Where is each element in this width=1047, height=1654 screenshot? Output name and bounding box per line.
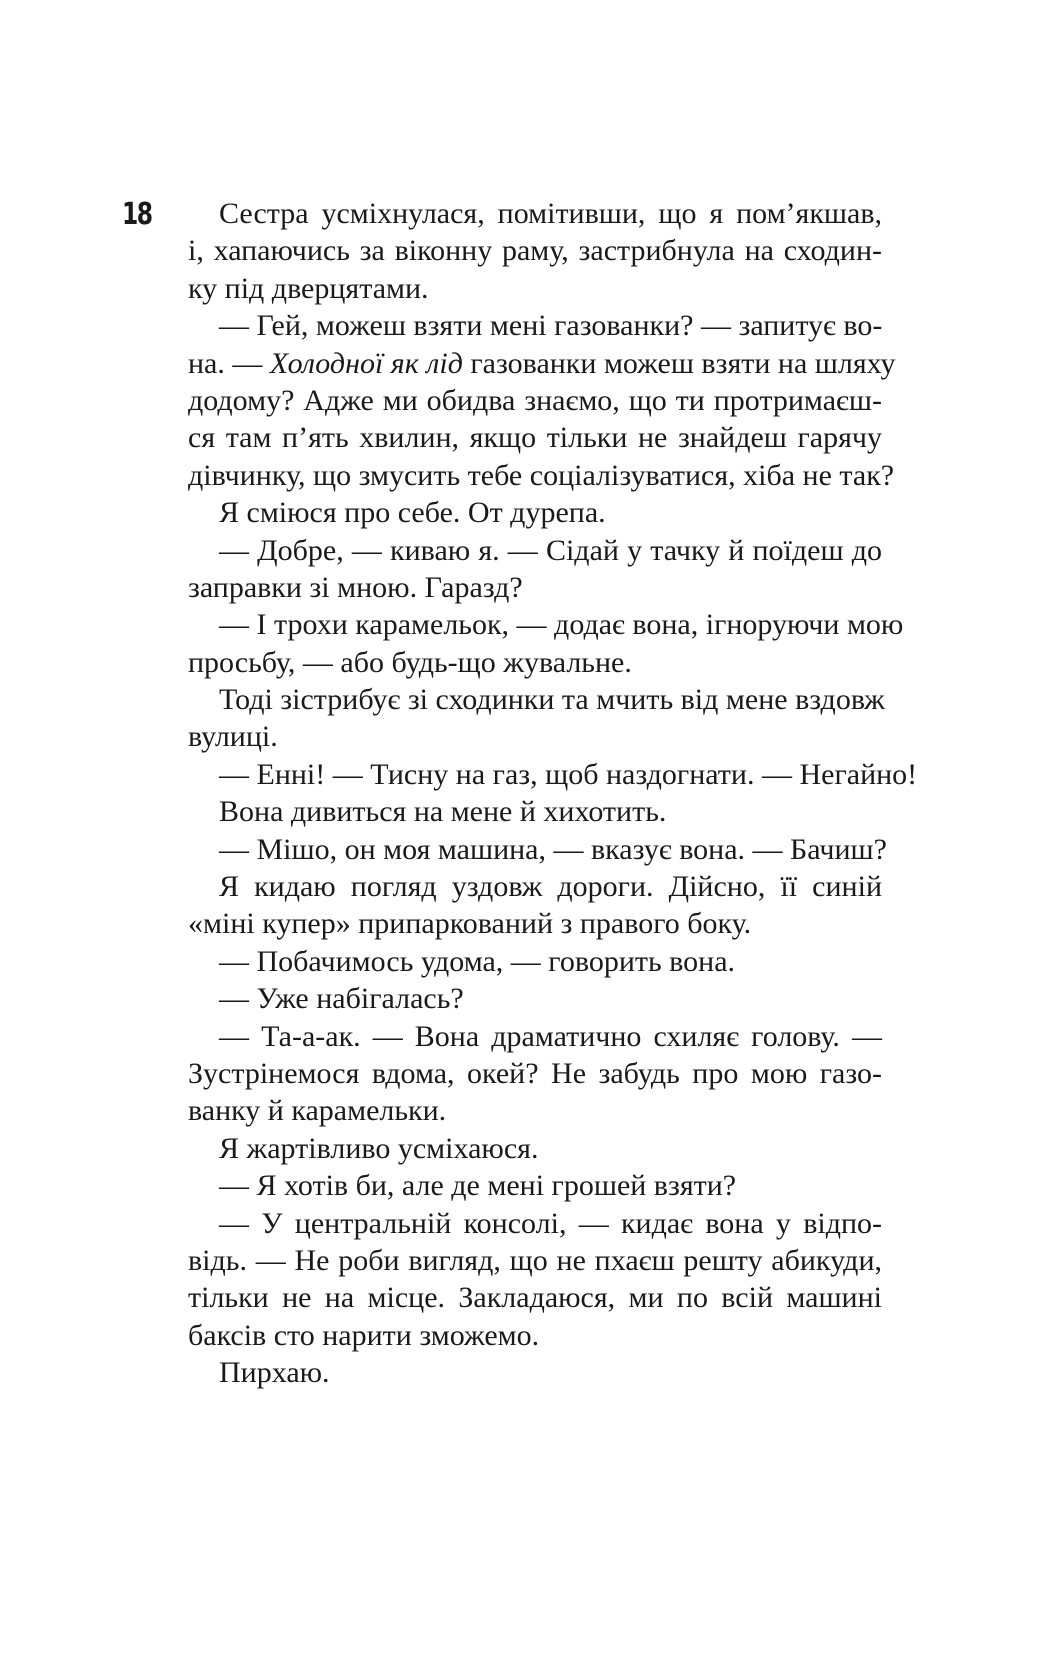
text-line: — У центральній консолі, — кидає вона у відпо- <box>219 1206 882 1240</box>
text-segment: газованки можеш взяти на шляху <box>462 346 896 380</box>
text-line: Сестра усміхнулася, помітивши, що я пом’якшав, <box>219 197 882 230</box>
text-line: — Я хотів би, але де мені грошей взяти? <box>219 1169 737 1203</box>
text-segment: на. — <box>188 346 270 380</box>
italic-text: Холодної як лід <box>269 346 463 380</box>
text-line: Зустрінемося вдома, окей? Не забудь про мою газо- <box>188 1056 882 1090</box>
text-line: баксів сто нарити зможемо. <box>188 1318 540 1352</box>
text-line: — Енні! — Тисну на газ, щоб наздогнати. — Негайно! <box>219 757 918 791</box>
text-line: — Уже набігалась? <box>219 982 464 1016</box>
text-line: Я сміюся про себе. От дурепа. <box>219 496 606 530</box>
text-line: просьбу, — або будь-що жувальне. <box>188 645 632 679</box>
text-line: ся там п’ять хвилин, якщо тільки не знайдеш гарячу <box>188 421 882 455</box>
text-line: і, хапаючись за віконну раму, застрибнула на сходин- <box>188 234 882 268</box>
text-line: Я жартівливо усміхаюся. <box>219 1131 539 1165</box>
text-line: заправки зі мною. Гаразд? <box>188 570 523 604</box>
book-text <box>188 195 918 1392</box>
text-line: тільки не на місце. Закладаюся, ми по всій машині <box>188 1281 882 1315</box>
text-line: — Та-а-ак. — Вона драматично схиляє голову. — <box>219 1019 882 1053</box>
text-line: додому? Адже ми обидва знаємо, що ти протримаєш- <box>188 383 882 417</box>
text-line: Вона дивиться на мене й хихотить. <box>219 795 667 829</box>
text-line: — Гей, можеш взяти мені газованки? — запитує во- <box>219 309 883 343</box>
text-line: — Побачимось удома, — говорить вона. <box>219 944 736 978</box>
text-line: ванку й карамельки. <box>188 1094 447 1128</box>
text-line: вулиці. <box>188 720 278 754</box>
text-line <box>188 345 896 382</box>
text-line: Пирхаю. <box>219 1356 330 1390</box>
text-line: Тоді зістрибує зі сходинки та мчить від мене вздовж <box>219 683 885 717</box>
text-line: відь. — Не роби вигляд, що не пхаєш решту абикуди, <box>188 1243 882 1277</box>
text-line: — Добре, — киваю я. — Сідай у тачку й поїдеш до <box>219 533 882 567</box>
text-line: дівчинку, що змусить тебе соціалізуватися, хіба не так? <box>188 458 895 492</box>
page-number: 18 <box>122 197 152 232</box>
text-line: ку під дверцятами. <box>188 271 429 305</box>
text-line: — Мішо, он моя машина, — вказує вона. — Бачиш? <box>219 832 887 866</box>
text-line: «міні купер» припаркований з правого боку. <box>188 907 752 941</box>
text-line: Я кидаю погляд уздовж дороги. Дійсно, її синій <box>219 870 882 904</box>
text-line: — І трохи карамельок, — додає вона, ігноруючи мою <box>219 608 904 642</box>
